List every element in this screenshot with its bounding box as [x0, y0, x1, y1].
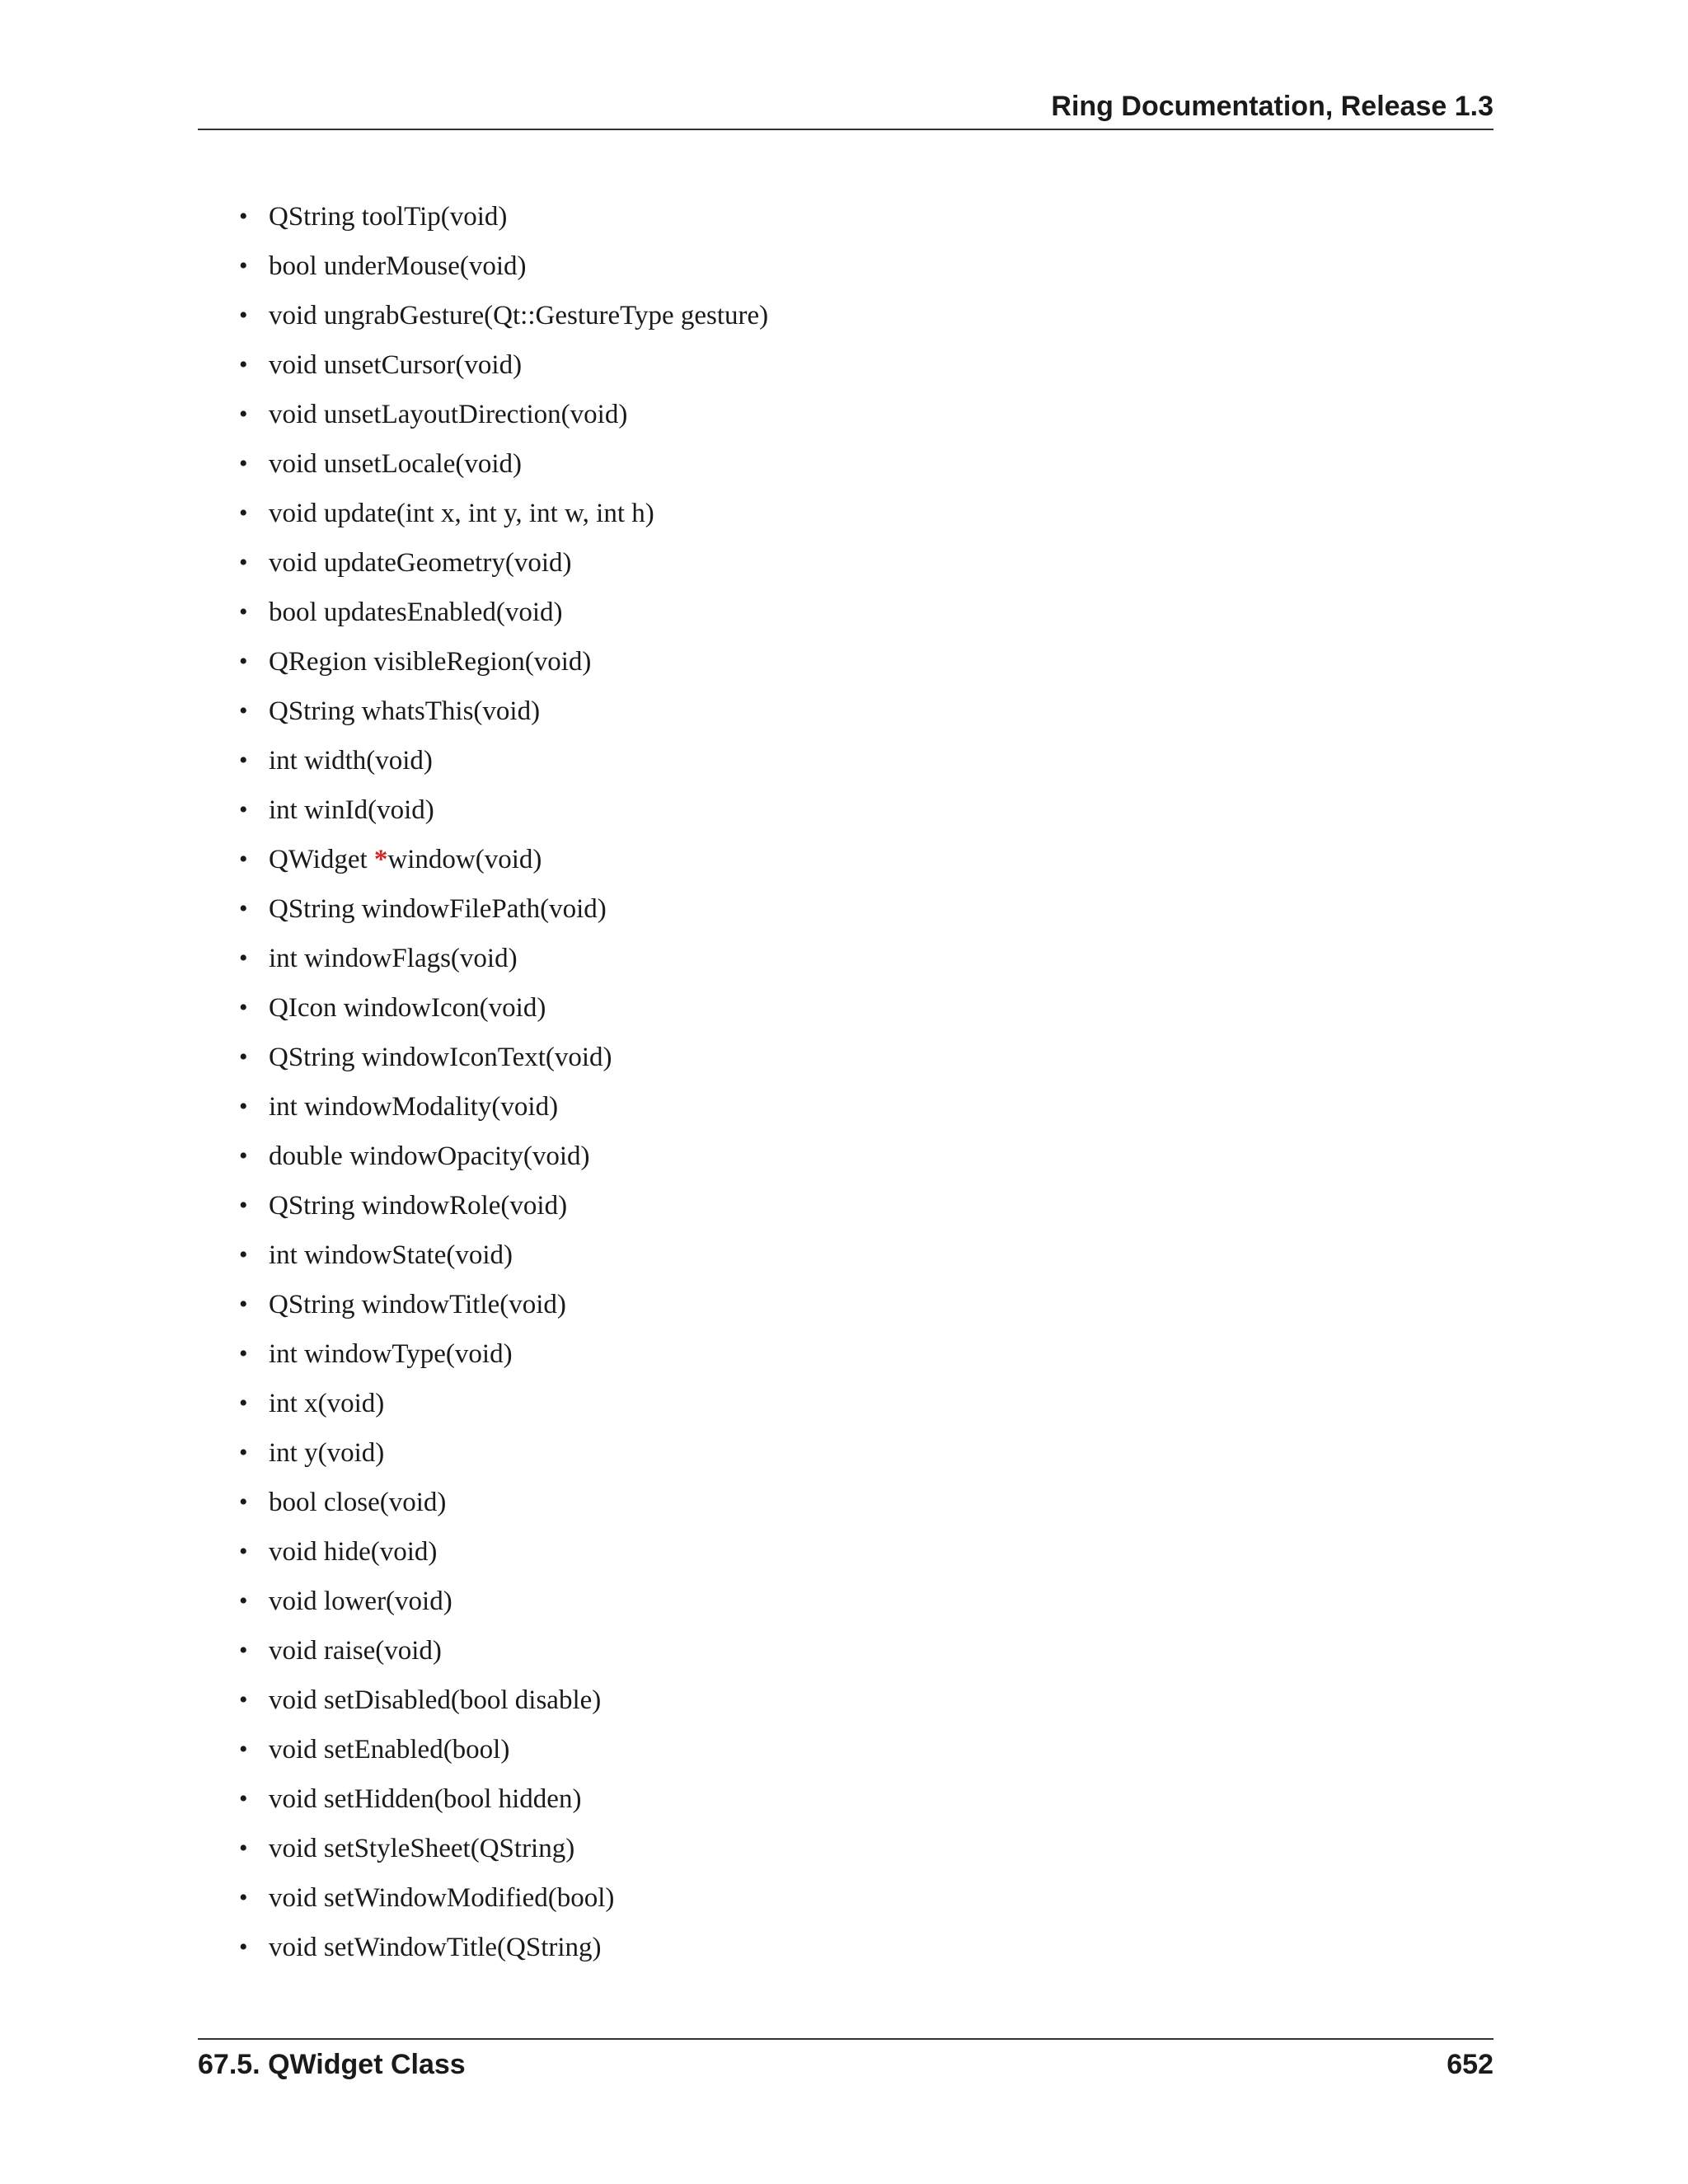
method-signature: void setWindowModified(bool)	[269, 1883, 615, 1913]
method-list	[239, 198, 768, 1978]
method-item	[239, 396, 768, 445]
method-item	[239, 1533, 768, 1582]
method-signature: void update(int x, int y, int w, int h)	[269, 499, 654, 528]
bullet-icon: •	[239, 1043, 248, 1071]
bullet-icon: •	[239, 1835, 248, 1862]
pointer-marker: *	[373, 845, 388, 874]
bullet-icon: •	[239, 697, 248, 724]
bullet-icon: •	[239, 994, 248, 1021]
method-item	[239, 544, 768, 593]
method-item	[239, 841, 768, 890]
method-item	[239, 692, 768, 742]
method-signature: void unsetCursor(void)	[269, 350, 523, 380]
bullet-icon: •	[239, 351, 248, 378]
method-item	[239, 1187, 768, 1236]
bullet-icon: •	[239, 252, 248, 279]
method-item	[239, 1681, 768, 1731]
bullet-icon: •	[239, 846, 248, 873]
bullet-icon: •	[239, 895, 248, 922]
bullet-icon: •	[239, 302, 248, 329]
method-item	[239, 1929, 768, 1978]
method-item	[239, 1731, 768, 1780]
method-signature: void unsetLayoutDirection(void)	[269, 400, 628, 429]
method-signature: int winId(void)	[269, 795, 434, 825]
method-signature: double windowOpacity(void)	[269, 1141, 590, 1171]
method-item	[239, 1335, 768, 1385]
method-item	[239, 989, 768, 1038]
section-title: 67.5. QWidget Class	[198, 2049, 466, 2080]
method-item	[239, 1483, 768, 1533]
method-signature: QString toolTip(void)	[269, 202, 508, 232]
bullet-icon: •	[239, 1637, 248, 1664]
method-signature: QString windowFilePath(void)	[269, 894, 607, 924]
bullet-icon: •	[239, 796, 248, 823]
method-signature: int x(void)	[269, 1389, 385, 1418]
bullet-icon: •	[239, 944, 248, 972]
bullet-icon: •	[239, 1142, 248, 1169]
method-signature: int windowFlags(void)	[269, 944, 518, 973]
method-item	[239, 890, 768, 940]
method-item	[239, 297, 768, 346]
method-item	[239, 1286, 768, 1335]
method-signature: QString whatsThis(void)	[269, 696, 541, 726]
method-item	[239, 1830, 768, 1879]
method-signature: bool underMouse(void)	[269, 251, 527, 281]
method-signature: int y(void)	[269, 1438, 385, 1468]
bullet-icon: •	[239, 1686, 248, 1713]
page-header	[198, 89, 1493, 130]
method-item	[239, 1088, 768, 1137]
bullet-icon: •	[239, 1933, 248, 1961]
method-item	[239, 494, 768, 544]
method-signature: void setWindowTitle(QString)	[269, 1933, 602, 1962]
bullet-icon: •	[239, 203, 248, 230]
method-item	[239, 1038, 768, 1088]
method-signature: QString windowIconText(void)	[269, 1043, 612, 1072]
method-item	[239, 1137, 768, 1187]
method-signature: void setHidden(bool hidden)	[269, 1784, 582, 1814]
method-signature: void unsetLocale(void)	[269, 449, 522, 479]
method-signature: bool updatesEnabled(void)	[269, 598, 563, 627]
bullet-icon: •	[239, 598, 248, 626]
bullet-icon: •	[239, 499, 248, 527]
bullet-icon: •	[239, 1340, 248, 1367]
method-signature: int windowState(void)	[269, 1240, 513, 1270]
method-signature: void ungrabGesture(Qt::GestureType gesture)	[269, 301, 769, 330]
method-item	[239, 940, 768, 989]
document-title: Ring Documentation, Release 1.3	[1051, 91, 1493, 122]
method-signature: void hide(void)	[269, 1537, 438, 1567]
method-signature-rest: window(void)	[387, 845, 542, 874]
method-item	[239, 1236, 768, 1286]
method-signature: void lower(void)	[269, 1586, 452, 1616]
method-item	[239, 1780, 768, 1830]
method-item	[239, 1632, 768, 1681]
bullet-icon: •	[239, 1093, 248, 1120]
method-signature: void setStyleSheet(QString)	[269, 1834, 575, 1863]
bullet-icon: •	[239, 450, 248, 477]
method-item	[239, 742, 768, 791]
method-item	[239, 643, 768, 692]
page-number: 652	[1447, 2049, 1493, 2080]
method-signature: QString windowRole(void)	[269, 1191, 568, 1221]
bullet-icon: •	[239, 1439, 248, 1466]
method-item	[239, 1879, 768, 1929]
bullet-icon: •	[239, 648, 248, 675]
method-item	[239, 1385, 768, 1434]
method-signature: void setDisabled(bool disable)	[269, 1685, 602, 1715]
method-signature: void raise(void)	[269, 1636, 442, 1666]
bullet-icon: •	[239, 549, 248, 576]
method-signature: QRegion visibleRegion(void)	[269, 647, 592, 677]
bullet-icon: •	[239, 1538, 248, 1565]
method-signature: int windowType(void)	[269, 1339, 513, 1369]
bullet-icon: •	[239, 1390, 248, 1417]
method-item	[239, 198, 768, 247]
method-signature: bool close(void)	[269, 1488, 447, 1517]
bullet-icon: •	[239, 1884, 248, 1911]
method-item	[239, 593, 768, 643]
bullet-icon: •	[239, 1192, 248, 1219]
bullet-icon: •	[239, 1488, 248, 1516]
method-signature: void setEnabled(bool)	[269, 1735, 510, 1765]
method-signature: QIcon windowIcon(void)	[269, 993, 546, 1023]
bullet-icon: •	[239, 1291, 248, 1318]
method-signature: QString windowTitle(void)	[269, 1290, 566, 1319]
bullet-icon: •	[239, 401, 248, 428]
method-item	[239, 247, 768, 297]
bullet-icon: •	[239, 747, 248, 774]
page-footer	[198, 2038, 1493, 2088]
bullet-icon: •	[239, 1785, 248, 1812]
bullet-icon: •	[239, 1241, 248, 1268]
method-item	[239, 445, 768, 494]
method-item	[239, 1582, 768, 1632]
method-signature: void updateGeometry(void)	[269, 548, 572, 578]
method-item	[239, 346, 768, 396]
method-signature: int width(void)	[269, 746, 433, 776]
bullet-icon: •	[239, 1587, 248, 1615]
method-signature: QWidget	[269, 845, 374, 874]
method-item	[239, 1434, 768, 1483]
method-item	[239, 791, 768, 841]
method-signature: int windowModality(void)	[269, 1092, 559, 1122]
bullet-icon: •	[239, 1736, 248, 1763]
